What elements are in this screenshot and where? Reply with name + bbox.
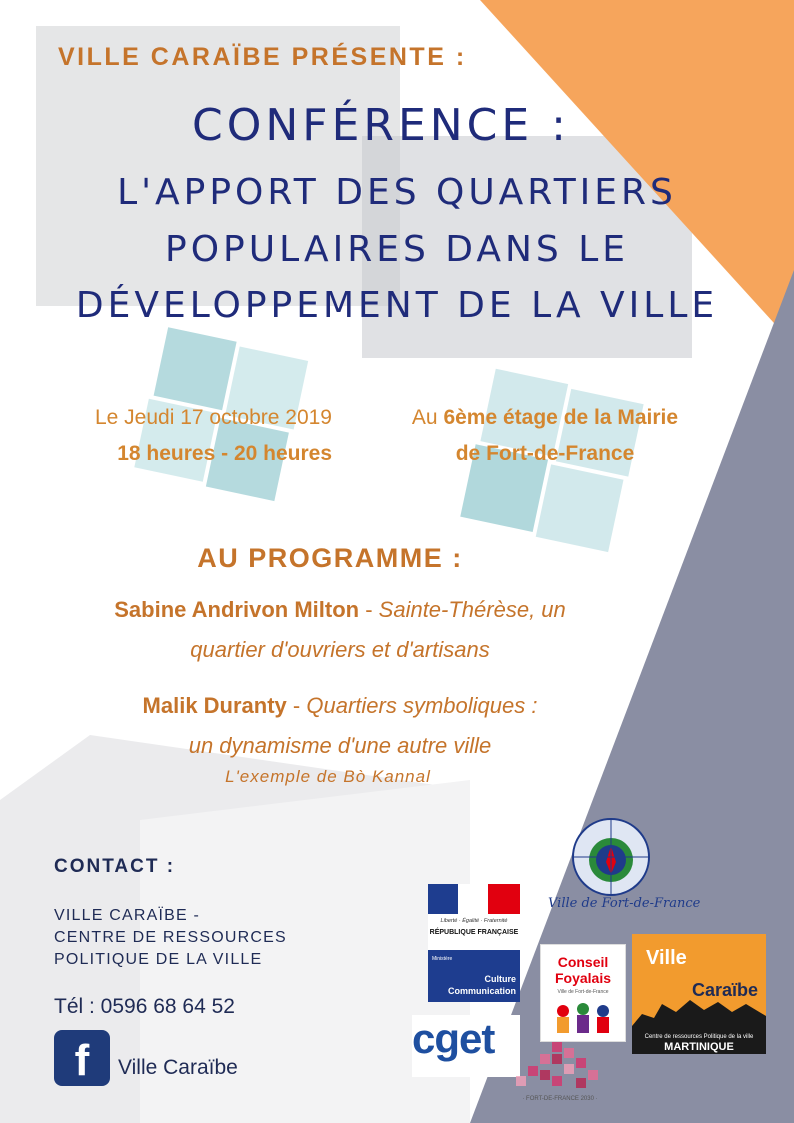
svg-text:Culture: Culture (484, 974, 516, 984)
talk-title: Sainte-Thérèse, un (378, 597, 566, 622)
fort-de-france-2030-logo (500, 1040, 620, 1104)
svg-text:Caraïbe: Caraïbe (692, 980, 759, 1000)
contact-phone[interactable]: Tél : 0596 68 64 52 (54, 995, 235, 1018)
talk-title-cont: quartier d'ouvriers et d'artisans (190, 637, 490, 662)
svg-text:Ville: Ville (646, 947, 687, 969)
event-location-line1: Au 6ème étage de la Mairie (411, 406, 679, 429)
conference-subtitle-line1: L'APPORT DES QUARTIERS (117, 172, 677, 213)
svg-text:Ville de Fort-de-France: Ville de Fort-de-France (557, 989, 609, 995)
svg-text:RÉPUBLIQUE FRANÇAISE: RÉPUBLIQUE FRANÇAISE (429, 929, 519, 936)
event-location (392, 400, 698, 472)
conference-title: CONFÉRENCE : (192, 100, 570, 151)
event-time: 18 heures - 20 heures (117, 442, 332, 465)
talk-example: L'exemple de Bò Kannal (225, 767, 431, 786)
contact-organization: VILLE CARAÏBE - CENTRE DE RESSOURCES POLITIQUE DE LA VILLE (54, 907, 287, 968)
speaker-name: Sabine Andrivon Milton (114, 597, 360, 622)
speaker-item: Sabine Andrivon Milton - Sainte-Thérèse, un quartier d'ouvriers et d'artisans (0, 590, 680, 670)
svg-text:Ministère: Ministère (432, 956, 453, 962)
svg-text:Conseil: Conseil (557, 954, 609, 970)
conference-subtitle-line3: DÉVELOPPEMENT DE LA VILLE (75, 285, 719, 326)
conseil-foyalais-logo (540, 944, 626, 1042)
talk-title-cont: un dynamisme d'une autre ville (188, 733, 492, 758)
event-date: Le Jeudi 17 octobre 2019 (94, 406, 332, 429)
svg-text:Centre de ressources Politique: Centre de ressources Politique de la ville (644, 1034, 754, 1040)
facebook-icon[interactable]: f (54, 1030, 110, 1086)
fort-de-france-emblem (570, 816, 652, 898)
event-location-line2: de Fort-de-France (455, 442, 635, 465)
svg-text:MARTINIQUE: MARTINIQUE (664, 1041, 734, 1053)
svg-text:Communication: Communication (447, 986, 516, 996)
svg-text:Foyalais: Foyalais (554, 970, 612, 986)
presenter-heading: VILLE CARAÏBE PRÉSENTE : (58, 43, 467, 71)
svg-text:· FORT-DE-FRANCE 2030 ·: · FORT-DE-FRANCE 2030 · (522, 1096, 598, 1102)
program-heading: AU PROGRAMME : (197, 543, 463, 573)
ville-fort-de-france-signature: Ville de Fort-de-France (548, 896, 701, 911)
republique-francaise-logo (428, 884, 520, 1002)
facebook-page-name[interactable]: Ville Caraïbe (118, 1056, 238, 1079)
event-date-time (95, 400, 332, 472)
ville-caraibe-logo (632, 934, 766, 1054)
talk-title: Quartiers symboliques : (306, 693, 538, 718)
conference-subtitle-line2: POPULAIRES DANS LE (164, 229, 630, 270)
svg-text:Liberté · Égalité · Fraternité: Liberté · Égalité · Fraternité (440, 918, 508, 924)
contact-heading: CONTACT : (54, 856, 176, 877)
cget-logo: cget (412, 1015, 520, 1077)
speaker-name: Malik Duranty (142, 693, 287, 718)
speaker-item: Malik Duranty - Quartiers symboliques : un dynamisme d'une autre ville (0, 686, 680, 766)
